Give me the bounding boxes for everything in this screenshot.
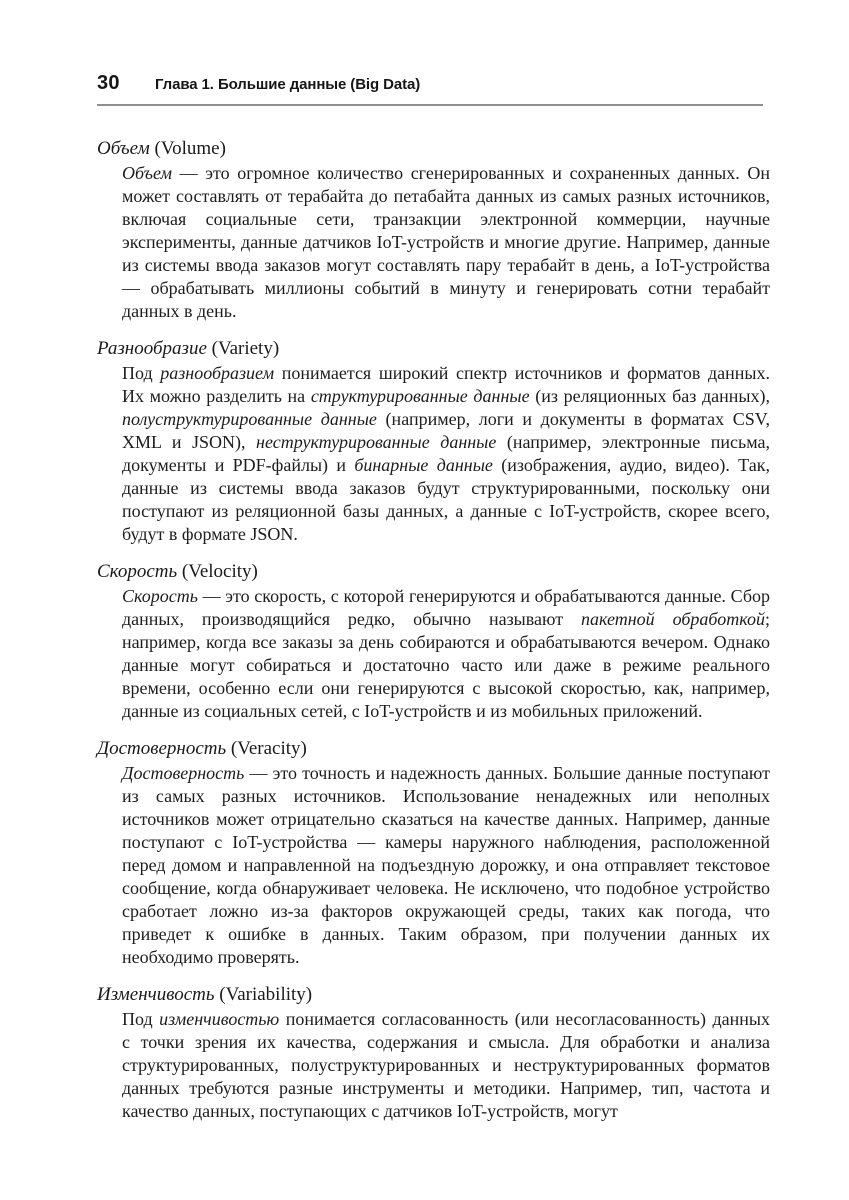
section-term: Изменчивость	[97, 984, 215, 1005]
section-term: Объем	[97, 138, 150, 159]
text-run: (изображения, аудио, видео). Так, данные из системы ввода заказов будут структурированными, поскольку они поступают из реляционной базы данных, а данные с IoT-устройств, скорее всего, будут в формате JSON.	[122, 455, 770, 544]
text-run: неструктурированные данные	[256, 432, 497, 452]
section-translation: (Variety)	[206, 338, 280, 359]
term-section	[97, 983, 770, 1123]
text-run: — это скорость, с которой генерируются и обрабатываются данные. Сбор данных, производящийся редко, обычно называют	[122, 586, 770, 629]
text-run: пакетной обработкой	[581, 609, 765, 629]
text-run: Объем	[122, 163, 172, 183]
section-paragraph	[122, 585, 770, 723]
section-heading	[97, 137, 770, 160]
section-heading	[97, 983, 770, 1006]
page-number: 30	[97, 72, 120, 94]
text-run: структурированные данные	[310, 386, 530, 406]
section-term: Достоверность	[97, 738, 227, 759]
text-run: Под	[122, 1009, 160, 1029]
term-section	[97, 137, 770, 323]
text-run: — это огромное количество сгенерированных и сохраненных данных. Он может составлять от терабайта до петабайта данных из самых разных источников, включая социальные сети, транзакции электронной коммерции, научные эксперименты, данные датчиков IoT-устройств и многие другие. Например, данные из системы ввода заказов могут составлять пару терабайт в день, а IoT-устройства — обрабатывать миллионы событий в минуту и генерировать сотни терабайт данных в день.	[122, 163, 770, 321]
text-run: понимается согласованность (или несогласованность) данных с точки зрения их качества, содержания и смысла. Для обработки и анализа структурированных, полуструктурированных и неструктурированных форматов данных требуются разные инструменты и методики. Например, тип, частота и качество данных, поступающих с датчиков IoT-устройств, могут	[122, 1009, 771, 1121]
text-run: понимается широкий спектр источников и форматов данных. Их можно разделить на	[122, 363, 771, 406]
term-section	[97, 560, 770, 723]
text-run: бинарные данные	[354, 455, 493, 475]
section-translation: (Variability)	[214, 984, 313, 1005]
text-run: (например, электронные письма, документы и PDF-файлы) и	[122, 432, 770, 475]
section-heading	[97, 337, 770, 360]
text-run: полуструктурированные данные	[122, 409, 377, 429]
section-term: Скорость	[97, 561, 178, 582]
text-run: изменчивостью	[159, 1009, 280, 1029]
section-heading	[97, 560, 770, 583]
text-run: ; например, когда все заказы за день собираются и обрабатываются вечером. Однако данные могут собираться и достаточно часто или даже в режиме реального времени, особенно если они генерируются с высокой скоростью, как, например, данные из социальных сетей, с IoT-устройств и из мобильных приложений.	[122, 609, 770, 721]
section-translation: (Volume)	[149, 138, 226, 159]
section-paragraph	[122, 762, 770, 969]
running-header	[97, 72, 763, 106]
text-run: (из реляционных баз данных),	[529, 386, 770, 406]
page-body	[97, 106, 770, 1123]
sections	[97, 137, 770, 1123]
term-section	[97, 337, 770, 546]
text-run: Под	[122, 363, 161, 383]
text-run: Достоверность	[122, 763, 245, 783]
text-run: (например, логи и документы в форматах CSV, XML и JSON),	[122, 409, 770, 452]
text-run: — это точность и надежность данных. Большие данные поступают из самых разных источников. Использование ненадежных или неполных источников может отрицательно сказаться на качестве данных. Например, данные поступают с IoT-устройства — камеры наружного наблюдения, расположенной перед домом и направленной на подъездную дорожку, и она отправляет текстовое сообщение, когда обнаруживает человека. Не исключено, что подобное устройство сработает ложно из-за факторов окружающей среды, таких как погода, что приведет к ошибке в данных. Таким образом, при получении данных их необходимо проверять.	[122, 763, 770, 967]
section-term: Разнообразие	[97, 338, 207, 359]
term-section	[97, 737, 770, 969]
section-heading	[97, 737, 770, 760]
section-translation: (Velocity)	[177, 561, 258, 582]
section-paragraph	[122, 362, 770, 546]
section-paragraph	[122, 1008, 770, 1123]
section-paragraph	[122, 162, 770, 323]
text-run: разнообразием	[160, 363, 275, 383]
section-translation: (Veracity)	[226, 738, 307, 759]
text-run: Скорость	[122, 586, 198, 606]
chapter-running-title: Глава 1. Большие данные (Big Data)	[155, 76, 421, 93]
